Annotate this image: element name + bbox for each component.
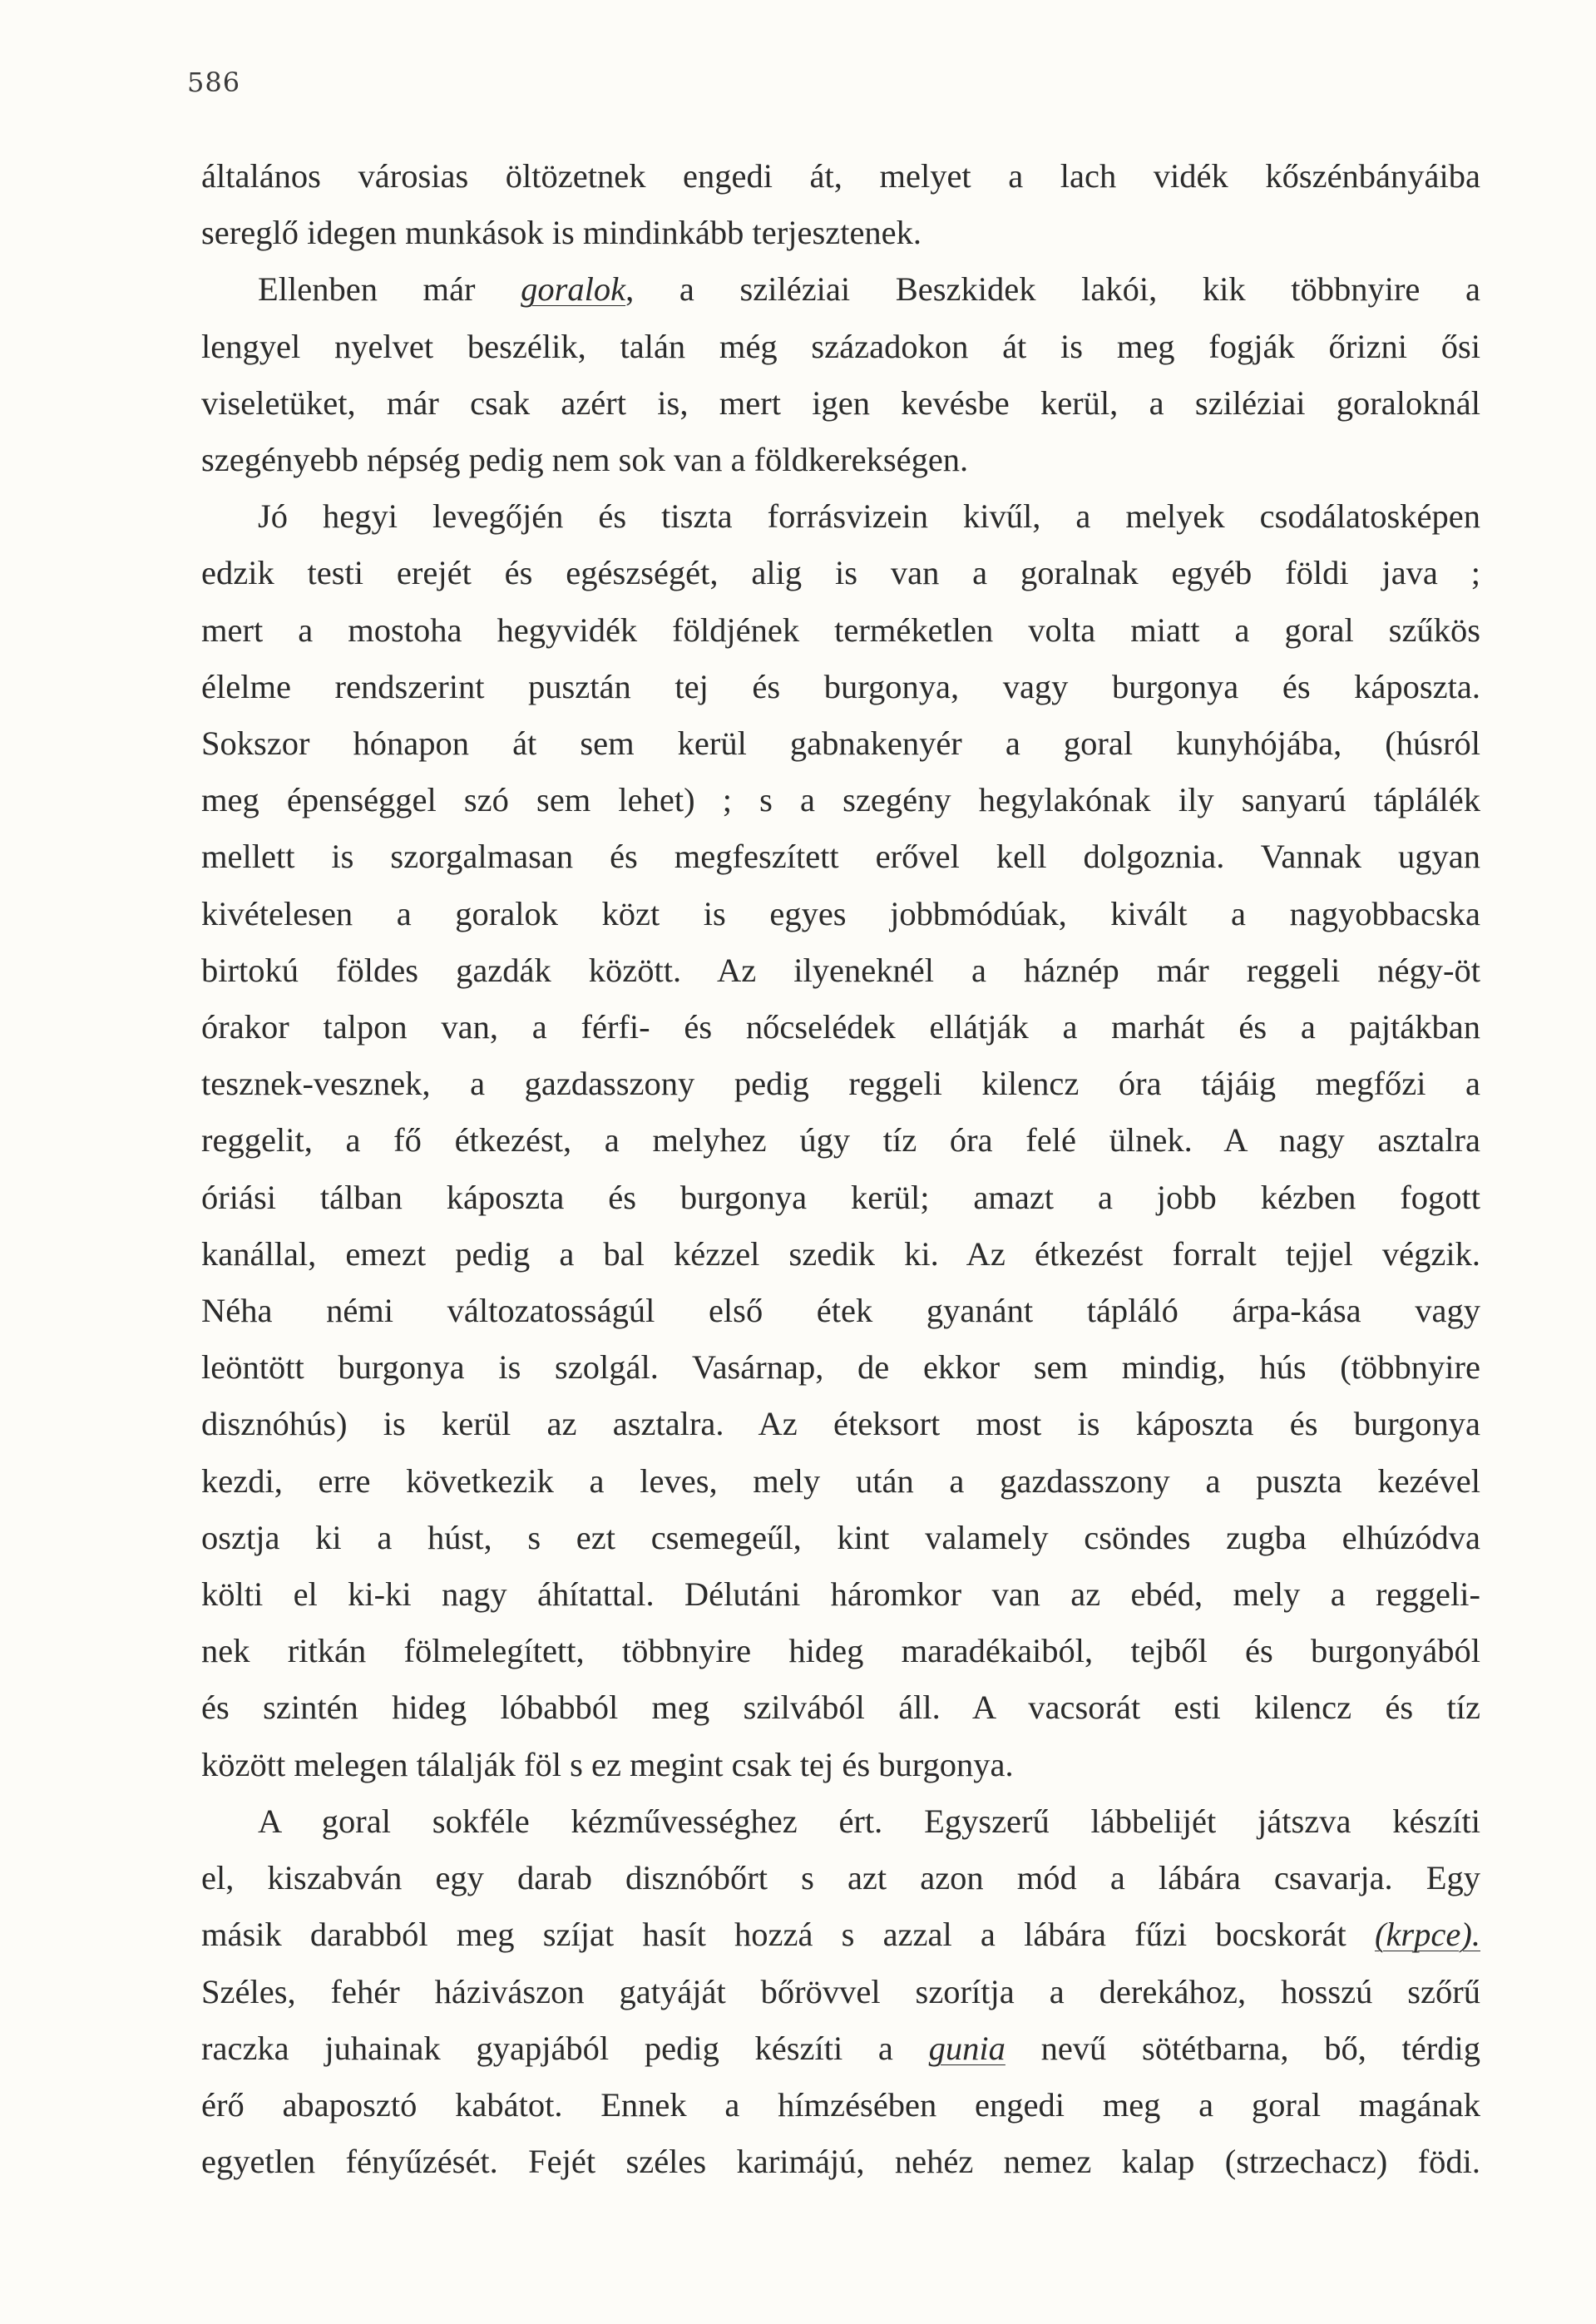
- text-line: Jó hegyi levegőjén és tiszta forrásvizein kivűl, a melyek csodálatosképen: [258, 497, 1480, 536]
- text-line: Sokszor hónapon át sem kerül gabnakenyér a goral kunyhójába, (húsról: [201, 724, 1480, 763]
- text-line: Néha némi változatosságúl első étek gyanánt tápláló árpa-kása vagy: [201, 1292, 1480, 1330]
- text-line: órakor talpon van, a férfi- és nőcselédek ellátják a marhát és a pajtákban: [201, 1008, 1480, 1046]
- text-line: és szintén hideg lóbabból meg szilvából áll. A vacsorát esti kilencz és tíz: [201, 1689, 1480, 1727]
- text-line: költi el ki-ki nagy áhítattal. Délutáni háromkor van az ebéd, mely a reggeli-: [201, 1575, 1480, 1614]
- text-line: viseletüket, már csak azért is, mert igen kevésbe kerül, a sziléziai goraloknál: [201, 383, 1480, 422]
- text-run: Ellenben már: [258, 270, 521, 309]
- italic-term: (krpce).: [1374, 1916, 1480, 1954]
- text-line: között melegen tálalják föl s ez megint csak tej és burgonya.: [201, 1745, 1014, 1783]
- text-line: tesznek-vesznek, a gazdasszony pedig reggeli kilencz óra tájáig megfőzi a: [201, 1065, 1480, 1103]
- text-line: Széles, fehér házivászon gatyáját bőrövvel szorítja a derekához, hosszú szőrű: [201, 1972, 1480, 2010]
- text-line: lengyel nyelvet beszélik, talán még századokon át is meg fogják őrizni ősi: [201, 327, 1480, 365]
- text-line: kivételesen a goralok közt is egyes jobbmódúak, kivált a nagyobbacska: [201, 894, 1480, 932]
- text-run: nevű sötétbarna, bő, térdig: [1005, 2029, 1480, 2067]
- text-line: disznóhús) is kerül az asztalra. Az éteksort most is káposzta és burgonya: [201, 1405, 1480, 1443]
- text-line: sereglő idegen munkások is mindinkább terjesztenek.: [201, 214, 922, 252]
- text-run: raczka juhainak gyapjából pedig készíti a: [201, 2029, 929, 2067]
- text-line: élelme rendszerint pusztán tej és burgonya, vagy burgonya és káposzta.: [201, 667, 1480, 705]
- text-line: nek ritkán fölmelegített, többnyire hideg maradékaiból, tejből és burgonyából: [201, 1632, 1480, 1670]
- text-line: birtokú földes gazdák között. Az ilyeneknél a háznép már reggeli négy-öt: [201, 951, 1480, 989]
- text-run: , a sziléziai Beszkidek lakói, kik többnyire a: [625, 270, 1480, 309]
- italic-term: gunia: [928, 2029, 1006, 2067]
- text-line: el, kiszabván egy darab disznóbőrt s azt azon mód a lábára csavarja. Egy: [201, 1859, 1480, 1897]
- page-number: 586: [187, 67, 241, 98]
- text-line: általános városias öltözetnek engedi át, melyet a lach vidék kőszénbányáiba: [201, 157, 1480, 195]
- text-line: szegényebb népség pedig nem sok van a földkerekségen.: [201, 441, 969, 479]
- body-text: [201, 148, 1480, 2190]
- text-line: leöntött burgonya is szolgál. Vasárnap, de ekkor sem mindig, hús (többnyire: [201, 1348, 1480, 1387]
- text-line: kezdi, erre következik a leves, mely után a gazdasszony a puszta kezével: [201, 1461, 1480, 1500]
- text-line: osztja ki a húst, s ezt csemegeűl, kint valamely csöndes zugba elhúzódva: [201, 1518, 1480, 1556]
- text-line: [201, 1906, 1480, 1963]
- text-line: reggelit, a fő étkezést, a melyhez úgy tíz óra felé ülnek. A nagy asztalra: [201, 1121, 1480, 1160]
- text-line: mellett is szorgalmasan és megfeszített erővel kell dolgoznia. Vannak ugyan: [201, 838, 1480, 876]
- text-line: kanállal, emezt pedig a bal kézzel szedik ki. Az étkezést forralt tejjel végzik.: [201, 1234, 1480, 1273]
- text-line: A goral sokféle kézművességhez ért. Egyszerű lábbelijét játszva készíti: [258, 1802, 1480, 1840]
- text-line: mert a mostoha hegyvidék földjének terméketlen volta miatt a goral szűkös: [201, 611, 1480, 649]
- text-line: egyetlen fényűzését. Fejét széles karimájú, nehéz nemez kalap (strzechacz) födi.: [201, 2143, 1480, 2181]
- text-line: edzik testi erejét és egészségét, alig is van a goralnak egyéb földi java ;: [201, 554, 1480, 592]
- text-run: másik darabból meg szíjat hasít hozzá s azzal a lábára fűzi bocskorát: [201, 1916, 1375, 1954]
- text-line: óriási tálban káposzta és burgonya kerül; amazt a jobb kézben fogott: [201, 1178, 1480, 1216]
- text-line: [201, 261, 1480, 318]
- text-line: [201, 2020, 1480, 2077]
- italic-term: goralok: [521, 270, 626, 309]
- text-line: meg épenséggel szó sem lehet) ; s a szegény hegylakónak ily sanyarú táplálék: [201, 781, 1480, 819]
- text-line: érő abaposztó kabátot. Ennek a hímzésében engedi meg a goral magának: [201, 2085, 1480, 2124]
